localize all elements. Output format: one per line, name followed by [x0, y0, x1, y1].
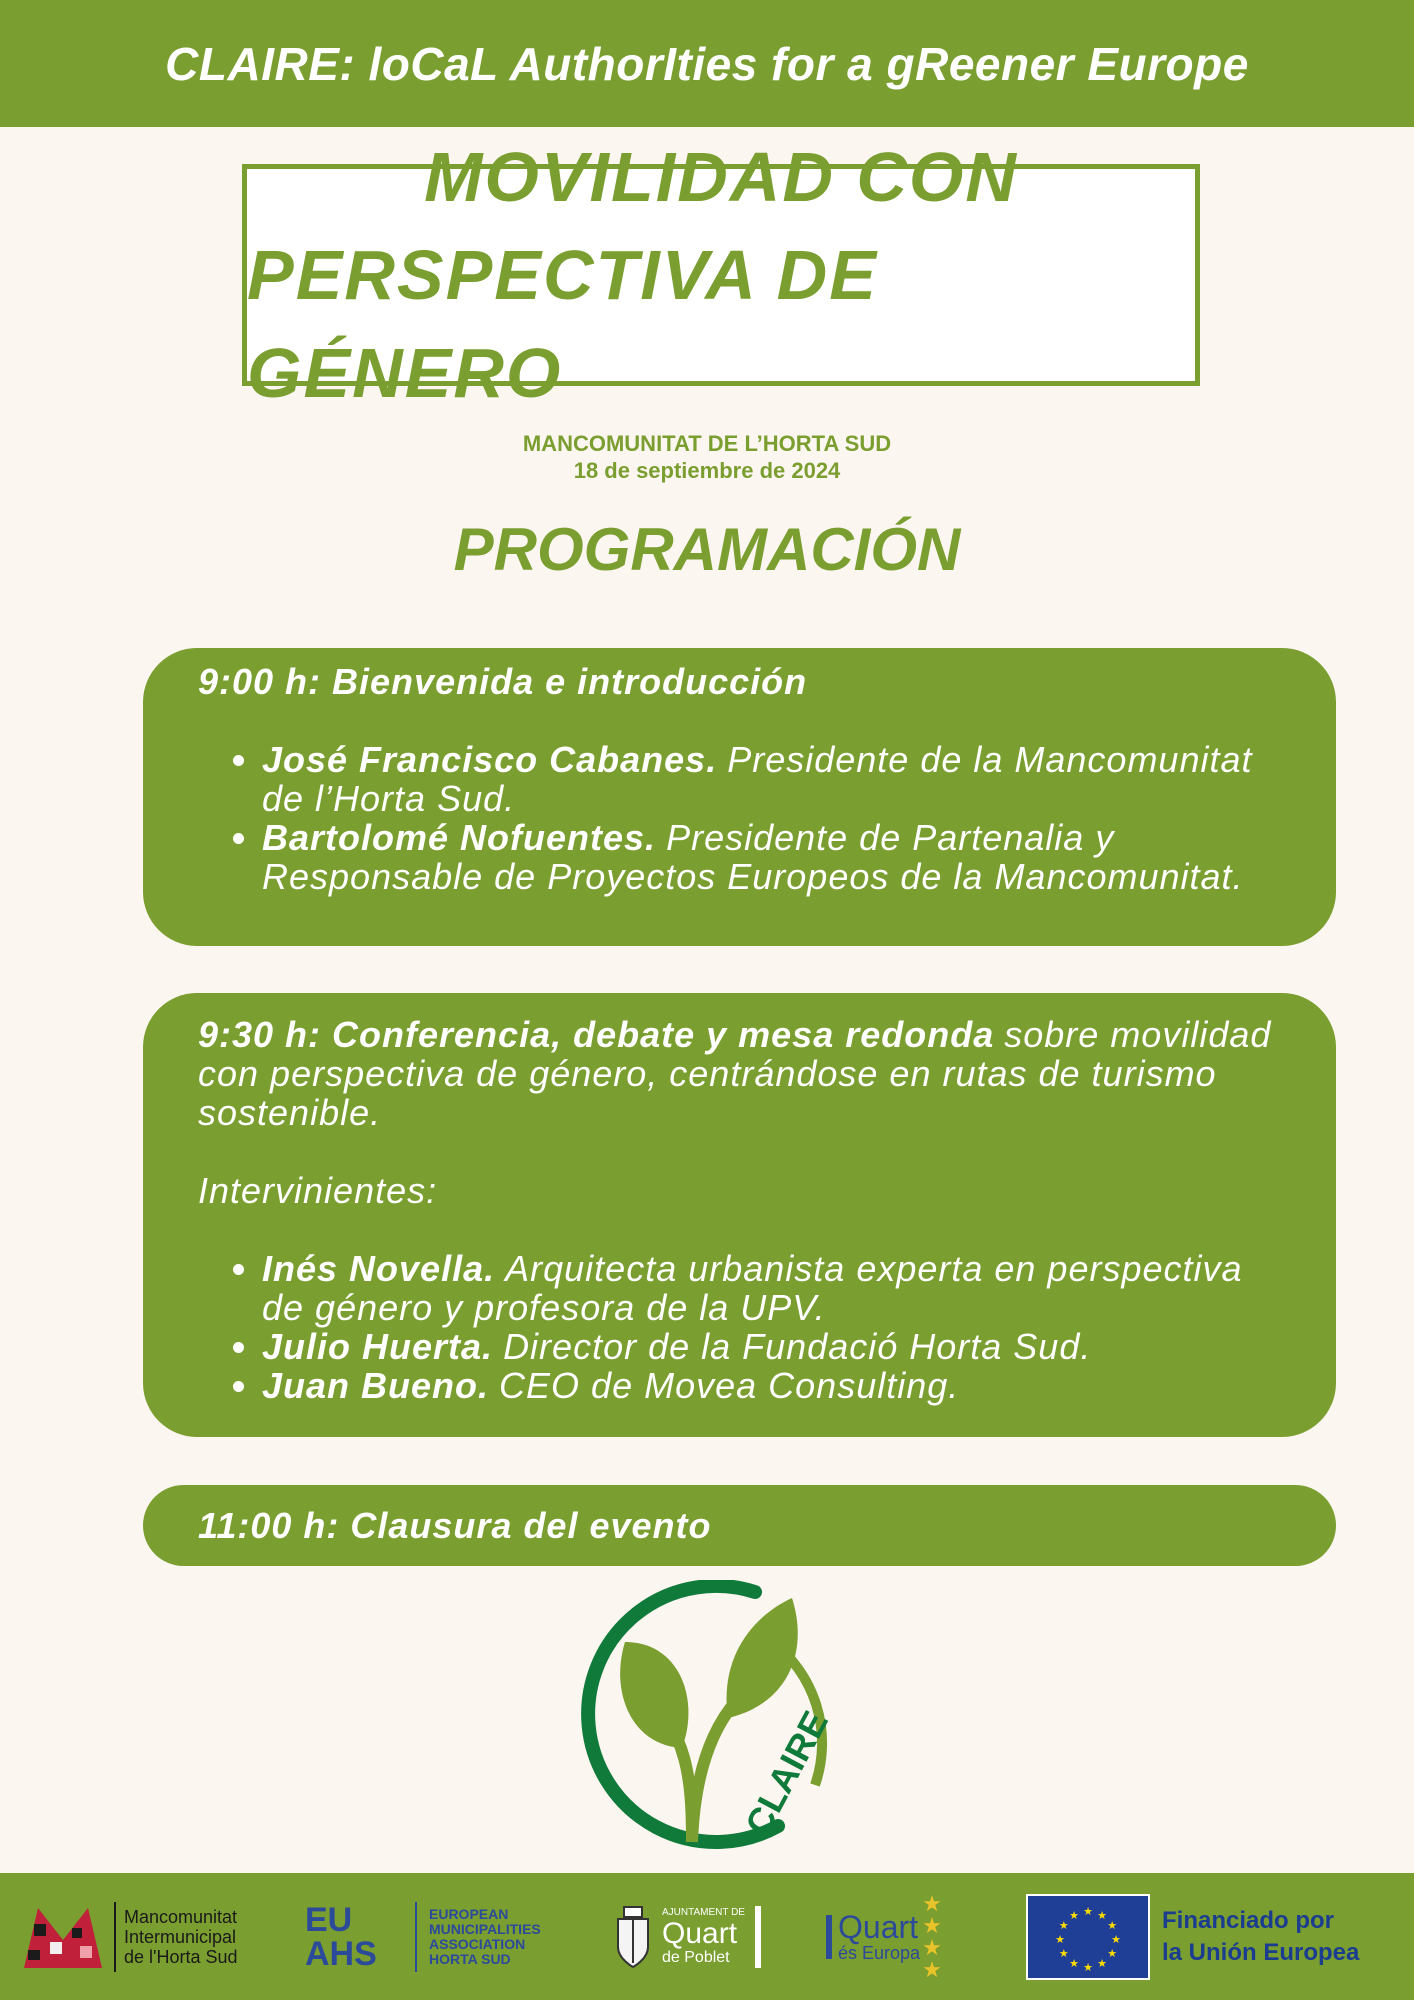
eu-star-icon: ★: [1107, 1947, 1118, 1960]
eu-funding-line1: Financiado por: [1162, 1906, 1335, 1934]
header-banner: [0, 0, 1414, 127]
euahs-line4: HORTA SUD: [429, 1950, 511, 1967]
speaker-name: Bartolomé Nofuentes.: [262, 817, 657, 858]
header-title: CLAIRE: loCaL AuthorIties for a gReener Europe: [165, 37, 1249, 90]
organizer: MANCOMUNITAT DE L’HORTA SUD: [522, 431, 892, 456]
event-title-line1: MOVILIDAD CON: [424, 138, 1018, 216]
program-heading: PROGRAMACIÓN: [453, 516, 961, 583]
eu-star-icon: ★: [1055, 1933, 1065, 1946]
session-2-description: sobre movilidad con perspectiva de género, centrándose en rutas de turismo sostenible.: [198, 1014, 1272, 1133]
footer-partners: [0, 1873, 1414, 2000]
euahs-line3: ASSOCIATION: [429, 1935, 526, 1952]
quart-es-europa-logo: [826, 1873, 962, 2000]
eu-star-icon: ★: [1069, 1909, 1079, 1922]
speaker-name: José Francisco Cabanes.: [262, 739, 718, 780]
event-date: 18 de septiembre de 2024: [573, 458, 841, 483]
speaker-role: Arquitecta urbanista experta en perspectiva de género y profesora de la UPV.: [262, 1248, 1243, 1328]
mancomunitat-line3: de l'Horta Sud: [124, 1946, 238, 1967]
eu-star-icon: ★: [1111, 1933, 1121, 1946]
event-title-box: [242, 138, 1200, 412]
speaker-name: Inés Novella.: [262, 1248, 496, 1289]
session-card-1: [143, 648, 1336, 946]
session-card-3: [143, 1485, 1336, 1566]
euahs-mark: EU AHS: [305, 1900, 377, 1973]
session-2-title: 9:30 h: Conferencia, debate y mesa redonda: [198, 1014, 995, 1055]
mancomunitat-line1: Mancomunitat: [124, 1906, 238, 1927]
claire-logo-text: CLAIRE: [736, 1704, 836, 1842]
eu-star-icon: ★: [1069, 1957, 1079, 1970]
speaker-name: Juan Bueno.: [262, 1365, 490, 1406]
eu-star-icon: ★: [1097, 1909, 1107, 1922]
eu-star-icon: ★: [1083, 1905, 1093, 1918]
eu-funding-line2: la Unión Europea: [1162, 1938, 1360, 1966]
speaker-item: [262, 1327, 1288, 1366]
speaker-item: [262, 818, 1288, 896]
speaker-item: [262, 1366, 1288, 1405]
claire-leaf-icon: [570, 1580, 846, 1856]
eu-star-icon: ★: [1058, 1947, 1069, 1960]
mancomunitat-line2: Intermunicipal: [124, 1926, 237, 1947]
stars-icon: ★ ★ ★ ★: [922, 1890, 942, 1982]
session-1-speakers: [198, 740, 1288, 896]
quart-main-text: Quart: [662, 1916, 738, 1950]
eu-funding-logo: [1026, 1873, 1359, 2000]
session-1-title: 9:00 h: Bienvenida e introducción: [198, 661, 808, 702]
session-card-2: [143, 993, 1336, 1437]
speaker-item: [262, 1249, 1288, 1327]
event-info: [0, 430, 1414, 484]
eu-star-icon: ★: [1058, 1919, 1069, 1932]
speakers-label: Intervinientes:: [198, 1170, 438, 1211]
speaker-item: [262, 740, 1288, 818]
speaker-role: Director de la Fundació Horta Sud.: [503, 1326, 1092, 1367]
event-title-line2: PERSPECTIVA DE GÉNERO: [247, 236, 878, 412]
quart-small-text: AJUNTAMENT DE: [662, 1906, 745, 1918]
eu-star-icon: ★: [1097, 1957, 1107, 1970]
speaker-name: Julio Huerta.: [262, 1326, 494, 1367]
speaker-role: Presidente de la Mancomunitat de l’Horta Sud.: [262, 739, 1253, 819]
quart-europa-main: Quart: [838, 1908, 919, 1945]
quart-poblet-logo: [614, 1873, 761, 2000]
session-3-title: 11:00 h: Clausura del evento: [198, 1505, 712, 1546]
euahs-line2: MUNICIPALITIES: [429, 1920, 541, 1937]
eu-flag-icon: [1026, 1894, 1150, 1980]
euahs-logo: [305, 1873, 541, 2000]
speaker-role: Presidente de Partenalia y Responsable de Proyectos Europeos de la Mancomunitat.: [262, 817, 1244, 897]
claire-logo: [570, 1580, 846, 1856]
coat-of-arms-icon: [614, 1905, 652, 1969]
mancomunitat-icon: [20, 1902, 106, 1972]
quart-sub-text: de Poblet: [662, 1948, 730, 1966]
speaker-role: CEO de Movea Consulting.: [499, 1365, 960, 1406]
mancomunitat-logo: [20, 1873, 238, 2000]
quart-europa-sub: és Europa: [838, 1942, 921, 1963]
eu-star-icon: ★: [1107, 1919, 1118, 1932]
euahs-line1: EUROPEAN: [429, 1905, 509, 1922]
eu-star-icon: ★: [1083, 1961, 1093, 1974]
session-2-speakers: [198, 1249, 1288, 1405]
